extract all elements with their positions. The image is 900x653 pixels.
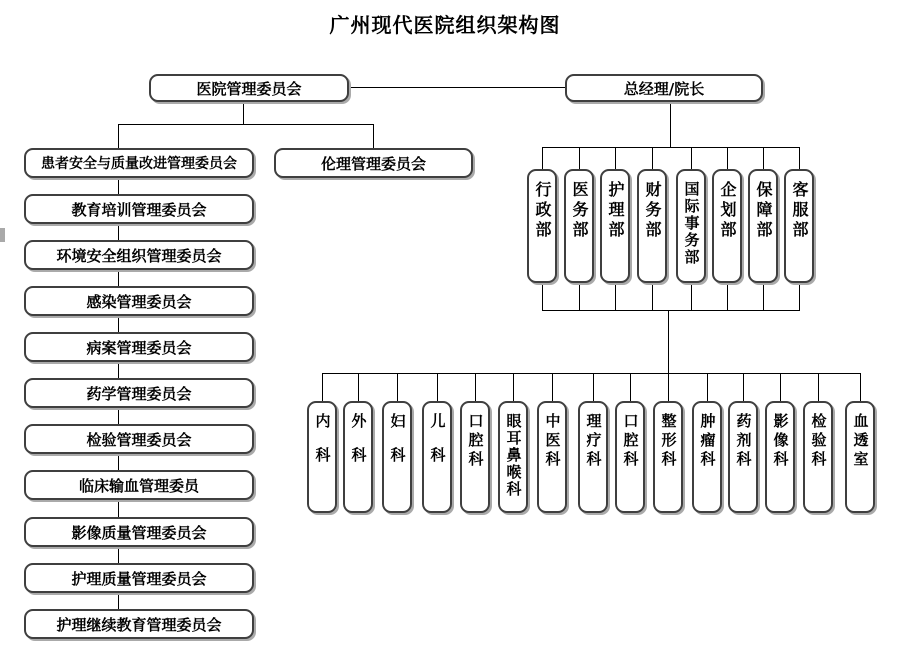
connector-line <box>593 373 594 401</box>
connector-line <box>322 373 323 401</box>
connector-line <box>358 373 359 401</box>
node-label: 口腔科 <box>466 413 485 470</box>
node-clinical-department[interactable] <box>537 401 567 513</box>
node-committee[interactable]: 影像质量管理委员会 <box>24 517 254 547</box>
connector-line <box>799 147 800 169</box>
node-label: 外科 <box>349 413 368 481</box>
node-label: 口腔科 <box>621 413 640 470</box>
connector-line <box>763 283 764 310</box>
node-admin-department[interactable] <box>564 169 594 283</box>
node-committee[interactable]: 护理继续教育管理委员会 <box>24 609 254 639</box>
connector-line <box>668 373 669 401</box>
chart-title: 广州现代医院组织架构图 <box>329 13 561 37</box>
node-clinical-department[interactable] <box>692 401 722 513</box>
node-committee[interactable]: 药学管理委员会 <box>24 378 254 408</box>
connector-line <box>615 283 616 310</box>
node-clinical-department[interactable] <box>653 401 683 513</box>
left-edge-artifact <box>0 228 5 242</box>
connector-line <box>513 373 514 401</box>
node-clinical-department[interactable] <box>728 401 758 513</box>
connector-line <box>542 283 543 310</box>
connector-line <box>630 373 631 401</box>
node-label: 医务部 <box>570 181 589 241</box>
node-committee[interactable]: 环境安全组织管理委员会 <box>24 240 254 270</box>
connector-line <box>349 87 565 88</box>
node-label: 药剂科 <box>734 413 753 470</box>
node-clinical-department[interactable] <box>578 401 608 513</box>
node-clinical-department[interactable] <box>382 401 412 513</box>
node-label: 行政部 <box>533 181 552 241</box>
node-label: 内科 <box>313 413 332 481</box>
node-label: 理疗科 <box>584 413 603 470</box>
node-label: 儿科 <box>428 413 447 481</box>
connector-line <box>118 593 119 609</box>
node-clinical-department[interactable] <box>307 401 337 513</box>
node-clinical-department[interactable] <box>460 401 490 513</box>
node-label: 血透室 <box>851 413 870 470</box>
connector-line <box>397 373 398 401</box>
node-label: 中医科 <box>543 413 562 470</box>
connector-line <box>743 373 744 401</box>
connector-line <box>579 147 580 169</box>
node-label: 影像科 <box>771 413 790 470</box>
node-clinical-department[interactable] <box>615 401 645 513</box>
connector-line <box>818 373 819 401</box>
node-label: 客服部 <box>790 181 809 241</box>
connector-line <box>118 547 119 563</box>
node-label: 企划部 <box>718 181 737 241</box>
node-label: 妇科 <box>388 413 407 481</box>
node-label: 眼耳鼻喉科 <box>504 413 523 498</box>
node-label: 检验科 <box>809 413 828 470</box>
connector-line <box>727 147 728 169</box>
node-committee[interactable]: 临床输血管理委员 <box>24 470 254 500</box>
connector-line <box>118 408 119 424</box>
connector-line <box>670 102 671 147</box>
connector-line <box>552 373 553 401</box>
connector-line <box>118 178 119 194</box>
node-management-committee[interactable]: 医院管理委员会 <box>149 74 349 102</box>
node-label: 肿瘤科 <box>698 413 717 470</box>
node-label: 财务部 <box>643 181 662 241</box>
connector-line <box>542 147 543 169</box>
node-committee[interactable]: 护理质量管理委员会 <box>24 563 254 593</box>
node-label: 护理部 <box>606 181 625 241</box>
connector-line <box>118 362 119 378</box>
connector-line <box>118 270 119 286</box>
node-admin-department[interactable] <box>676 169 706 283</box>
connector-line <box>860 373 861 401</box>
connector-line <box>668 310 669 373</box>
connector-line <box>691 283 692 310</box>
node-committee[interactable]: 病案管理委员会 <box>24 332 254 362</box>
connector-line <box>373 124 374 149</box>
node-label: 国际事务部 <box>682 181 701 266</box>
node-label: 保障部 <box>754 181 773 241</box>
connector-line <box>118 224 119 240</box>
connector-line <box>799 283 800 310</box>
node-admin-department[interactable] <box>784 169 814 283</box>
connector-line <box>118 500 119 517</box>
connector-line <box>118 124 119 148</box>
node-admin-department[interactable] <box>712 169 742 283</box>
connector-line <box>691 147 692 169</box>
node-admin-department[interactable] <box>527 169 557 283</box>
node-committee[interactable]: 感染管理委员会 <box>24 286 254 316</box>
node-clinical-department[interactable] <box>845 401 875 513</box>
connector-line <box>652 283 653 310</box>
node-label: 整形科 <box>659 413 678 470</box>
connector-line <box>542 147 799 148</box>
connector-line <box>780 373 781 401</box>
node-clinical-department[interactable] <box>765 401 795 513</box>
node-admin-department[interactable] <box>637 169 667 283</box>
connector-line <box>118 454 119 470</box>
node-clinical-department[interactable] <box>498 401 528 513</box>
node-committee[interactable]: 检验管理委员会 <box>24 424 254 454</box>
node-ceo[interactable]: 总经理/院长 <box>565 74 763 102</box>
node-admin-department[interactable] <box>600 169 630 283</box>
connector-line <box>118 124 374 125</box>
connector-line <box>763 147 764 169</box>
connector-line <box>475 373 476 401</box>
connector-line <box>118 316 119 332</box>
node-admin-department[interactable] <box>748 169 778 283</box>
connector-line <box>707 373 708 401</box>
connector-line <box>437 373 438 401</box>
connector-line <box>579 283 580 310</box>
node-clinical-department[interactable] <box>803 401 833 513</box>
node-ethics-committee[interactable]: 伦理管理委员会 <box>274 148 473 178</box>
node-committee[interactable]: 教育培训管理委员会 <box>24 194 254 224</box>
connector-line <box>727 283 728 310</box>
connector-line <box>615 147 616 169</box>
connector-line <box>652 147 653 169</box>
connector-line <box>542 310 800 311</box>
connector-line <box>243 102 244 124</box>
node-clinical-department[interactable] <box>422 401 452 513</box>
node-clinical-department[interactable] <box>343 401 373 513</box>
node-committee[interactable]: 患者安全与质量改进管理委员会 <box>24 148 254 178</box>
